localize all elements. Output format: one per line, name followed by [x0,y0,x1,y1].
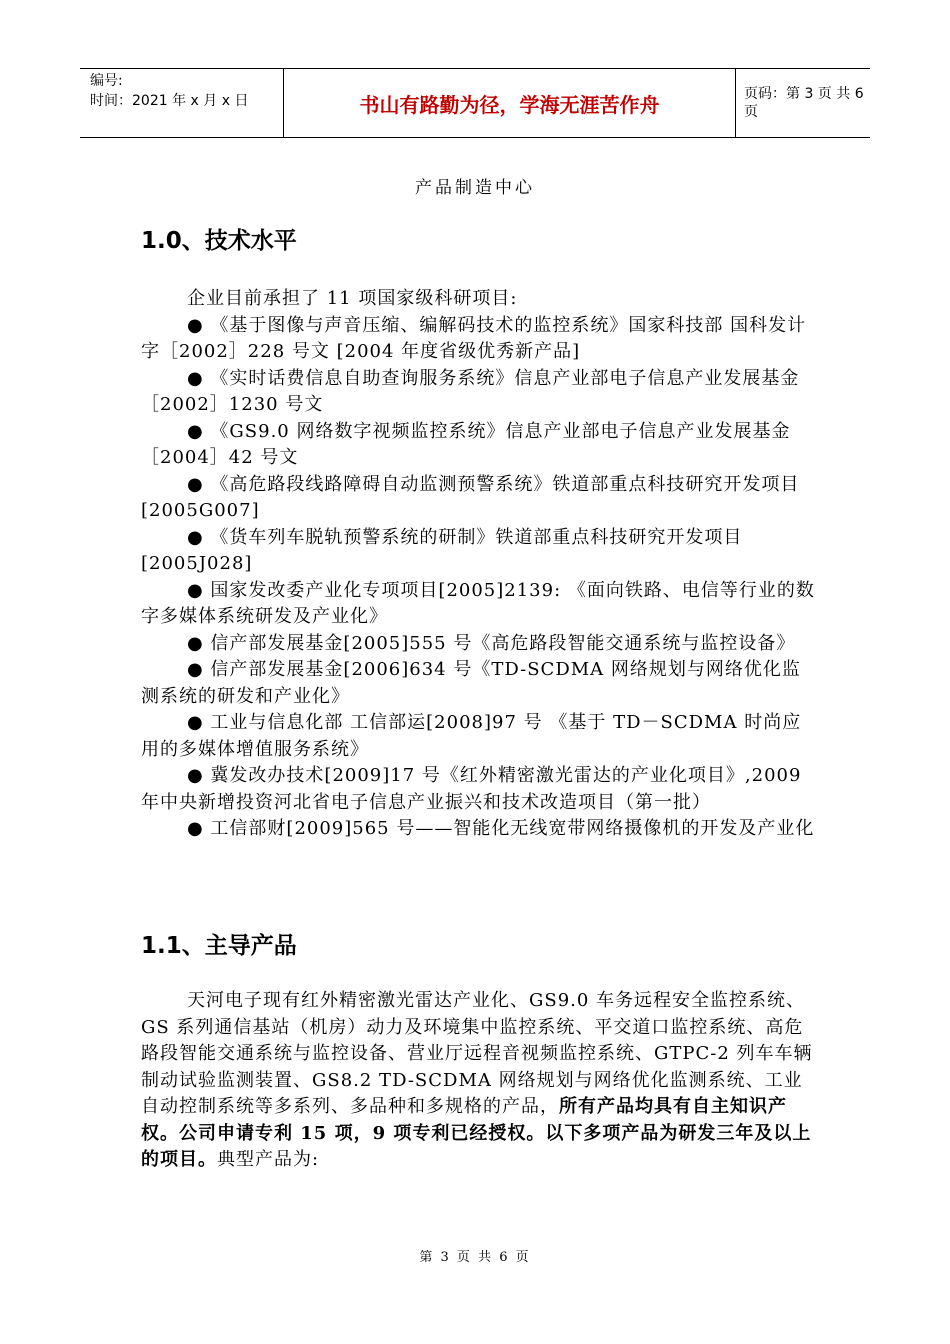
section-heading-products: 1.1、主导产品 [141,933,297,959]
header-meta [80,69,283,137]
list-item: ● 《货车列车脱轨预警系统的研制》铁道部重点科技研究开发项目[2005J028] [141,526,743,574]
products-ip-statement: 所有产品均具有自主知识产权。公司申请专利 15 项，9 项专利已经授权。以下多项产品为研发三年及以上的项目。 [141,1096,812,1170]
page-info: 页码：第 3 页 共 6 页 [744,86,864,120]
list-item: ● 《GS9.0 网络数字视频监控系统》信息产业部电子信息产业发展基金［2004］42 号文 [141,420,791,468]
motto: 书山有路勤为径，学海无涯苦作舟 [359,92,660,117]
products-text: 天河电子现有红外精密激光雷达产业化、GS9.0 车务远程安全监控系统、GS 系列通信基站（机房）动力及环境集中监控系统、平交道口监控系统、高危路段智能交通系统与监控设备、营业厅远程音视频监控系统、GTPC-2 列车车辆制动试验监测装置、GS8.2 TD-SCDMA 网络规划与网络优化监测系统、工业自动控制系统等多系列、多品种和多规格的产品， [141,990,813,1117]
products-tail: 典型产品为: [217,1149,320,1170]
tech-intro: 企业目前承担了 11 项国家级科研项目: [187,288,518,309]
time-label: 时间：2021 年 x 月 x 日 [90,93,249,109]
section-products-body [141,988,817,1174]
number-label: 编号: [90,73,123,89]
list-item: ● 信产部发展基金[2006]634 号《TD-SCDMA 网络规划与网络优化监测系统的研发和产业化》 [141,659,801,707]
center-title: 产品制造中心 [415,178,535,198]
page-footer: 第 3 页 共 6 页 [419,1250,531,1265]
list-item: ● 《基于图像与声音压缩、编解码技术的监控系统》国家科技部 国科发计字［2002］228 号文 [2004 年度省级优秀新产品] [141,314,807,362]
page-header [80,68,870,138]
list-item: ● 《高危路段线路障碍自动监测预警系统》铁道部重点科技研究开发项目[2005G007] [141,473,800,521]
section-tech-body [141,286,817,843]
list-item: ● 冀发改办技术[2009]17 号《红外精密激光雷达的产业化项目》,2009 年中央新增投资河北省电子信息产业振兴和技术改造项目（第一批） [141,765,802,813]
section-heading-tech: 1.0、技术水平 [141,228,297,254]
list-item: ● 信产部发展基金[2005]555 号《高危路段智能交通系统与监控设备》 [187,632,796,654]
list-item: ● 工信部财[2009]565 号——智能化无线宽带网络摄像机的开发及产业化 [187,818,815,839]
header-motto-cell [283,69,736,137]
products-paragraph [141,988,817,1174]
list-item: ● 国家发改委产业化专项项目[2005]2139: 《面向铁路、电信等行业的数字多媒体系统研发及产业化》 [141,579,815,627]
list-item: ● 工业与信息化部 工信部运[2008]97 号 《基于 TD－SCDMA 时尚应用的多媒体增值服务系统》 [141,712,802,760]
header-page-cell [736,69,870,137]
list-item: ● 《实时话费信息自助查询服务系统》信息产业部电子信息产业发展基金［2002］1230 号文 [141,367,800,415]
